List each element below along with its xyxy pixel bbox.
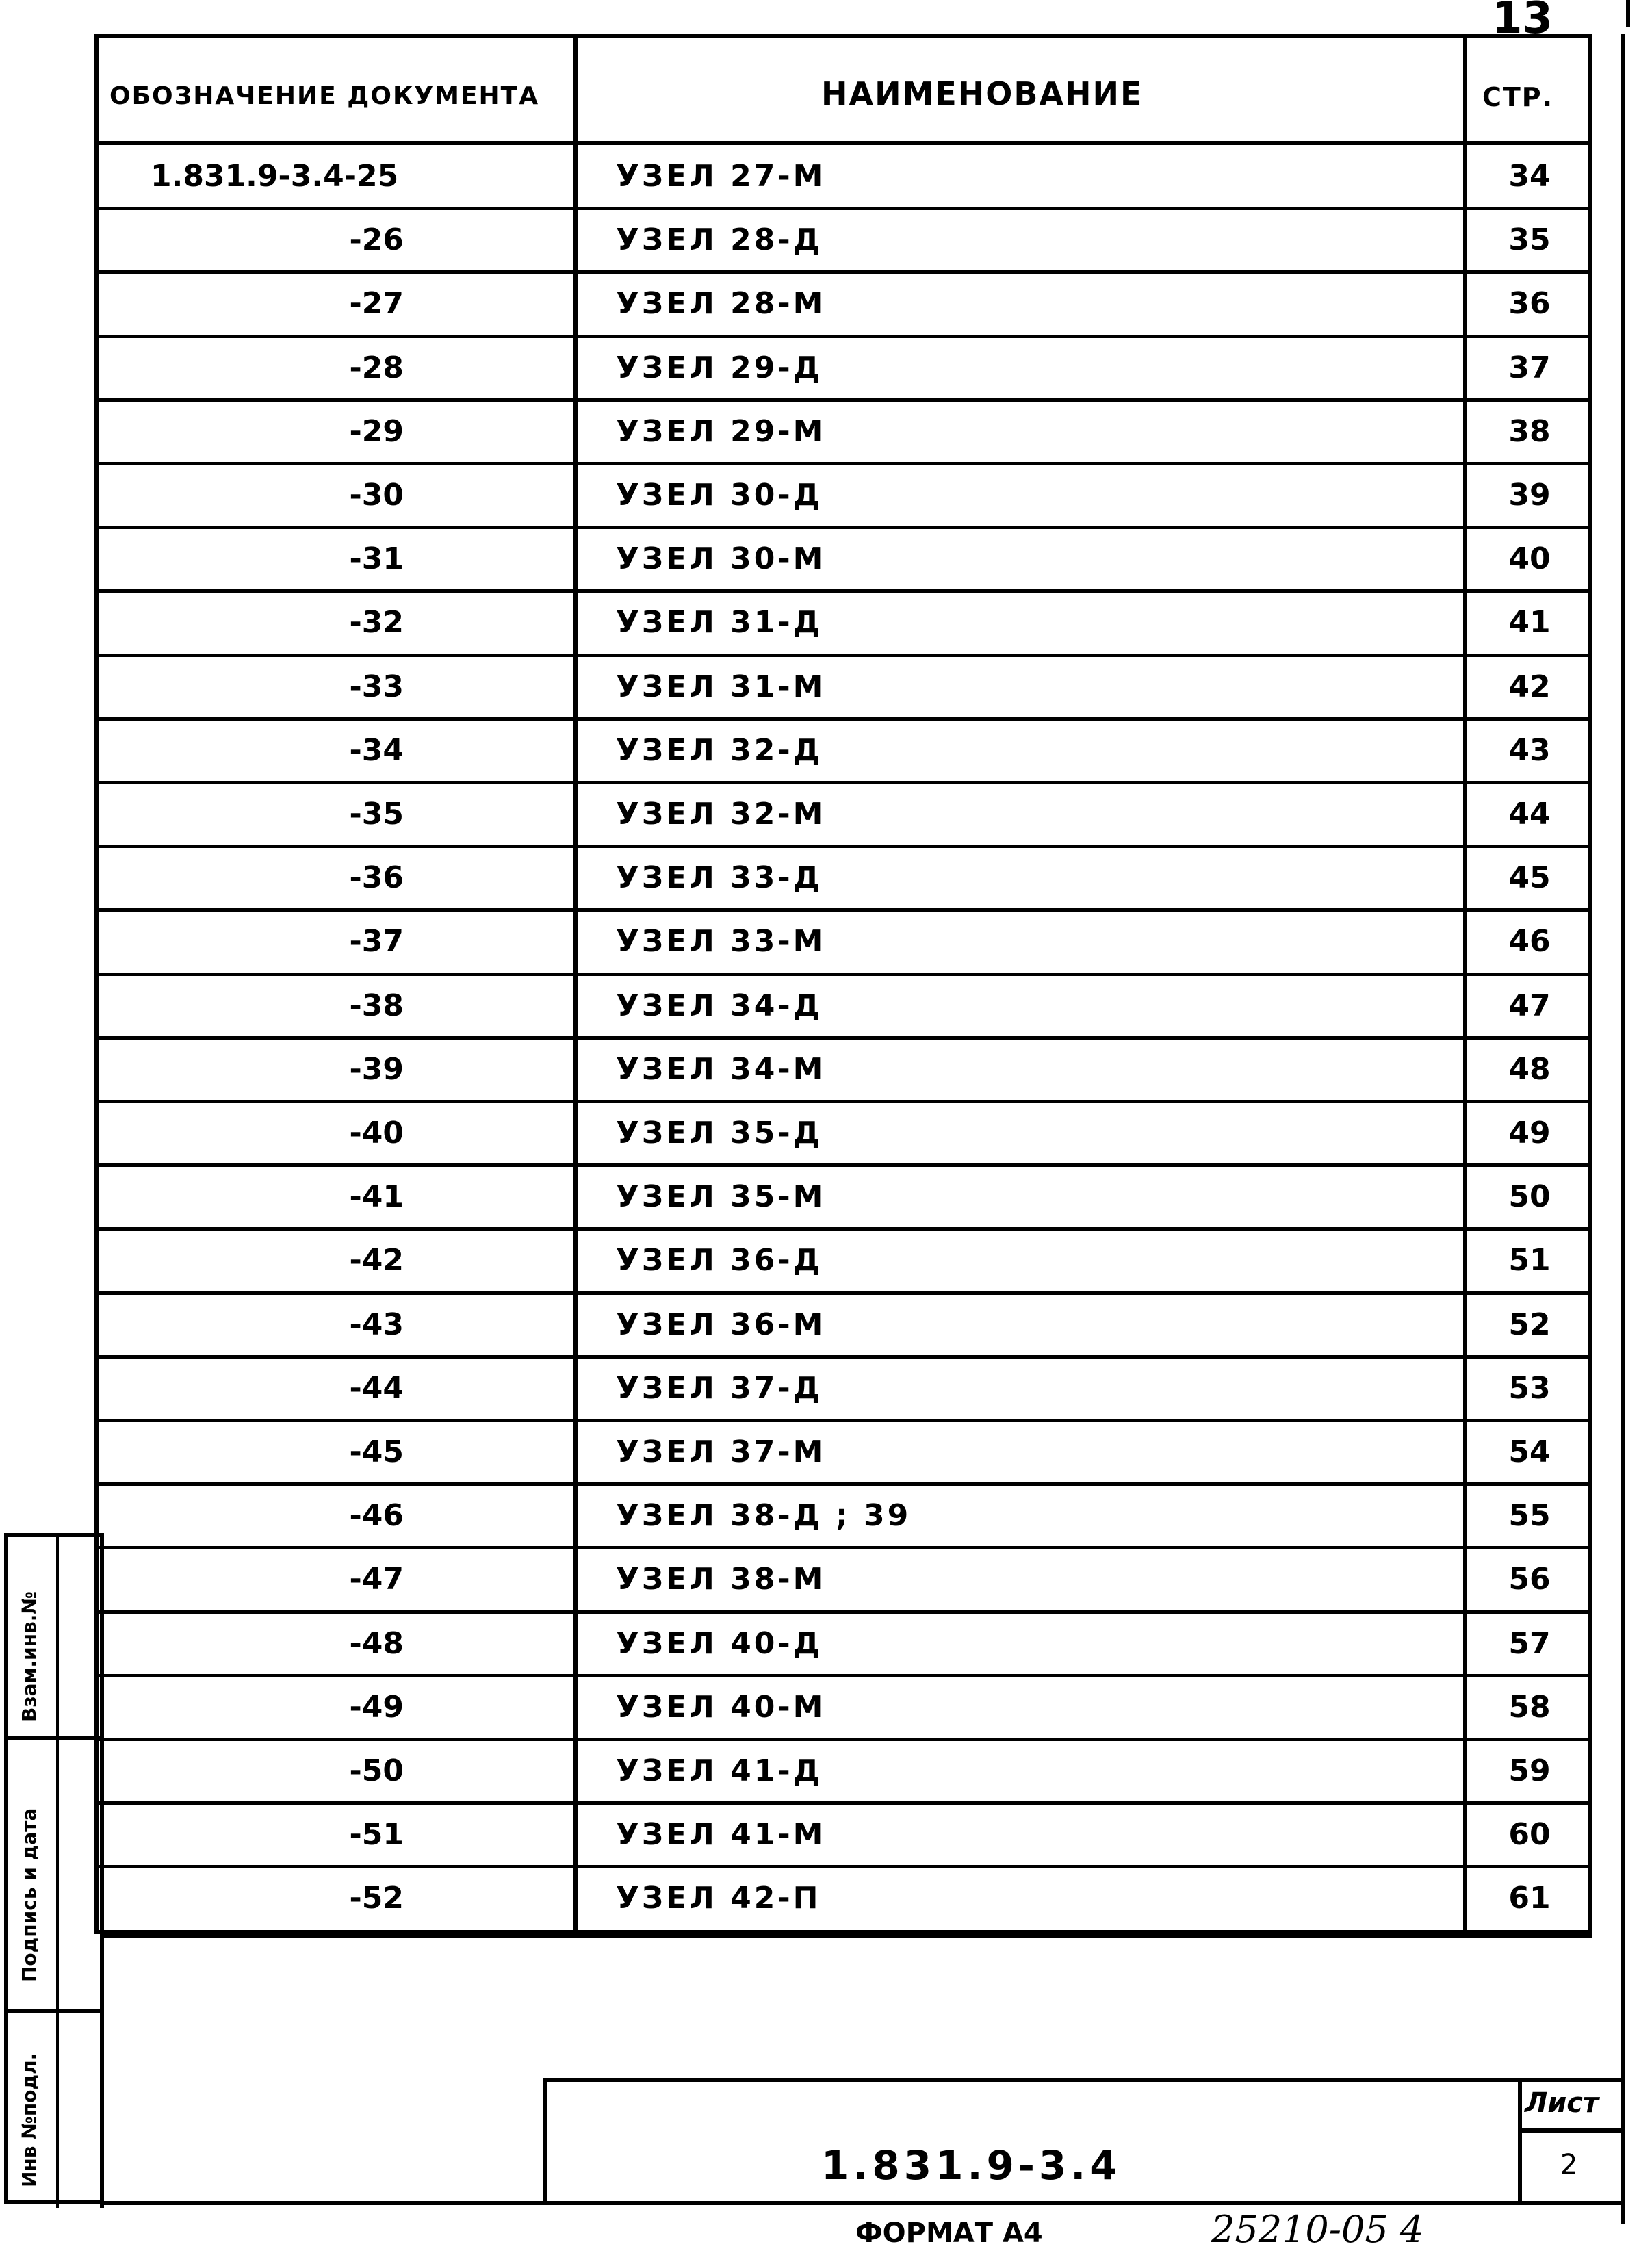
row-name: УЗЕЛ 41-Д bbox=[616, 1753, 823, 1788]
row-designation: -28 bbox=[349, 350, 404, 385]
row-divider bbox=[94, 270, 1592, 274]
row-designation: -42 bbox=[349, 1243, 404, 1278]
title-block-sheet-hline bbox=[1518, 2128, 1625, 2133]
row-designation: -52 bbox=[349, 1881, 404, 1916]
row-page: 36 bbox=[1508, 286, 1551, 322]
row-page: 38 bbox=[1508, 413, 1551, 449]
row-divider bbox=[94, 1801, 1592, 1805]
row-name: УЗЕЛ 31-Д bbox=[616, 605, 823, 641]
row-name: УЗЕЛ 29-М bbox=[616, 413, 826, 449]
row-name: УЗЕЛ 32-Д bbox=[616, 732, 823, 768]
row-designation: -38 bbox=[349, 988, 404, 1023]
row-designation: -41 bbox=[349, 1179, 404, 1215]
row-divider bbox=[94, 1865, 1592, 1868]
right-margin-line bbox=[1621, 34, 1625, 2224]
bottom-left-line bbox=[100, 1934, 104, 2208]
row-name: УЗЕЛ 30-М bbox=[616, 541, 826, 577]
row-page: 56 bbox=[1508, 1562, 1551, 1597]
row-designation: -50 bbox=[349, 1753, 404, 1788]
row-page: 43 bbox=[1508, 732, 1551, 768]
row-name: УЗЕЛ 36-Д bbox=[616, 1243, 823, 1278]
row-page: 44 bbox=[1508, 797, 1551, 832]
row-name: УЗЕЛ 28-М bbox=[616, 286, 826, 322]
row-divider bbox=[94, 1227, 1592, 1231]
title-block-code: 1.831.9-3.4 bbox=[821, 2142, 1122, 2189]
table-bottom-line bbox=[103, 1934, 1592, 1938]
row-page: 57 bbox=[1508, 1625, 1551, 1661]
row-name: УЗЕЛ 33-Д bbox=[616, 860, 823, 896]
title-block-sheet-divider bbox=[1518, 2078, 1522, 2205]
row-designation: -44 bbox=[349, 1370, 404, 1406]
row-designation: -49 bbox=[349, 1689, 404, 1725]
row-name: УЗЕЛ 31-М bbox=[616, 669, 826, 704]
row-divider bbox=[94, 462, 1592, 465]
row-divider bbox=[94, 1419, 1592, 1422]
row-divider bbox=[94, 526, 1592, 529]
row-designation: 1.831.9-3.4-25 bbox=[151, 159, 399, 194]
row-page: 40 bbox=[1508, 541, 1551, 577]
row-name: УЗЕЛ 42-П bbox=[616, 1881, 821, 1916]
top-right-tick bbox=[1626, 0, 1630, 27]
row-page: 41 bbox=[1508, 605, 1551, 641]
row-designation: -51 bbox=[349, 1817, 404, 1853]
sheet-label: Лист bbox=[1525, 2087, 1599, 2119]
row-page: 60 bbox=[1508, 1817, 1551, 1853]
row-name: УЗЕЛ 40-М bbox=[616, 1689, 826, 1725]
row-page: 37 bbox=[1508, 350, 1551, 385]
row-designation: -40 bbox=[349, 1116, 404, 1150]
row-name: УЗЕЛ 32-М bbox=[616, 797, 826, 832]
header-page: СТР. bbox=[1482, 82, 1554, 112]
header-name: НАИМЕНОВАНИЕ bbox=[821, 75, 1144, 112]
row-designation: -33 bbox=[349, 669, 404, 704]
row-name: УЗЕЛ 35-Д bbox=[616, 1116, 823, 1150]
row-divider bbox=[94, 781, 1592, 784]
row-page: 53 bbox=[1508, 1370, 1551, 1406]
row-divider bbox=[94, 398, 1592, 402]
row-designation: -47 bbox=[349, 1562, 404, 1597]
row-designation: -32 bbox=[349, 605, 404, 641]
row-designation: -48 bbox=[349, 1625, 404, 1661]
format-label: ФОРМАТ А4 bbox=[855, 2217, 1043, 2249]
row-designation: -34 bbox=[349, 732, 404, 768]
row-designation: -31 bbox=[349, 541, 404, 577]
row-divider bbox=[94, 1546, 1592, 1549]
row-page: 34 bbox=[1508, 159, 1551, 194]
row-page: 51 bbox=[1508, 1243, 1551, 1278]
row-name: УЗЕЛ 40-Д bbox=[616, 1625, 823, 1661]
header-designation: ОБОЗНАЧЕНИЕ ДОКУМЕНТА bbox=[109, 82, 540, 110]
row-divider bbox=[94, 1100, 1592, 1103]
row-designation: -37 bbox=[349, 924, 404, 960]
row-divider bbox=[94, 1738, 1592, 1741]
row-designation: -36 bbox=[349, 860, 404, 896]
row-name: УЗЕЛ 28-Д bbox=[616, 222, 823, 258]
row-divider bbox=[94, 1610, 1592, 1614]
row-page: 58 bbox=[1508, 1689, 1551, 1725]
row-divider bbox=[94, 1482, 1592, 1486]
row-page: 35 bbox=[1508, 222, 1551, 258]
row-name: УЗЕЛ 37-Д bbox=[616, 1370, 823, 1406]
row-name: УЗЕЛ 38-М bbox=[616, 1562, 826, 1597]
row-page: 39 bbox=[1508, 478, 1551, 513]
row-page: 48 bbox=[1508, 1051, 1551, 1087]
column-divider-2 bbox=[1463, 34, 1467, 1934]
row-name: УЗЕЛ 41-М bbox=[616, 1817, 826, 1853]
side-label-inv-podl: Инв №подл. bbox=[18, 2052, 40, 2187]
side-label-podpis-data: Подпись и дата bbox=[18, 1807, 40, 1982]
side-stamp-strip bbox=[4, 1533, 104, 2204]
row-divider bbox=[94, 1291, 1592, 1295]
row-page: 55 bbox=[1508, 1498, 1551, 1534]
row-divider bbox=[94, 1036, 1592, 1040]
row-designation: -27 bbox=[349, 286, 404, 322]
row-divider bbox=[94, 589, 1592, 593]
row-divider bbox=[94, 973, 1592, 976]
row-page: 47 bbox=[1508, 988, 1551, 1023]
side-inner-line bbox=[56, 1537, 59, 2208]
row-name: УЗЕЛ 36-М bbox=[616, 1306, 826, 1342]
row-designation: -45 bbox=[349, 1434, 404, 1469]
row-name: УЗЕЛ 34-Д bbox=[616, 988, 823, 1023]
row-page: 52 bbox=[1508, 1306, 1551, 1342]
row-divider bbox=[94, 717, 1592, 721]
row-page: 42 bbox=[1508, 669, 1551, 704]
row-page: 61 bbox=[1508, 1881, 1551, 1916]
row-name: УЗЕЛ 33-М bbox=[616, 924, 826, 960]
row-page: 49 bbox=[1508, 1116, 1551, 1150]
side-label-vzam-inv: Взам.инв.№ bbox=[18, 1591, 40, 1722]
row-divider bbox=[94, 1355, 1592, 1359]
top-page-number: 13 bbox=[1492, 0, 1553, 44]
row-divider bbox=[94, 845, 1592, 848]
row-name: УЗЕЛ 37-М bbox=[616, 1434, 826, 1469]
row-divider bbox=[94, 1674, 1592, 1677]
row-name: УЗЕЛ 30-Д bbox=[616, 478, 823, 513]
sheet-number: 2 bbox=[1560, 2149, 1578, 2180]
row-name: УЗЕЛ 34-М bbox=[616, 1051, 826, 1087]
row-page: 46 bbox=[1508, 924, 1551, 960]
row-divider bbox=[94, 654, 1592, 657]
row-designation: -46 bbox=[349, 1498, 404, 1534]
row-designation: -35 bbox=[349, 797, 404, 832]
row-divider bbox=[94, 908, 1592, 912]
row-name: УЗЕЛ 27-М bbox=[616, 159, 826, 194]
row-page: 50 bbox=[1508, 1179, 1551, 1215]
row-divider bbox=[94, 1163, 1592, 1167]
handwritten-number: 25210-05 4 bbox=[1211, 2208, 1424, 2251]
row-name: УЗЕЛ 35-М bbox=[616, 1179, 826, 1215]
row-designation: -30 bbox=[349, 478, 404, 513]
row-divider bbox=[94, 335, 1592, 338]
row-name: УЗЕЛ 29-Д bbox=[616, 350, 823, 385]
row-designation: -26 bbox=[349, 222, 404, 258]
header-divider bbox=[94, 141, 1592, 145]
row-name: УЗЕЛ 38-Д ; 39 bbox=[616, 1498, 912, 1534]
row-designation: -29 bbox=[349, 413, 404, 449]
row-page: 45 bbox=[1508, 860, 1551, 896]
row-designation: -39 bbox=[349, 1051, 404, 1087]
column-divider-1 bbox=[573, 34, 578, 1934]
row-designation: -43 bbox=[349, 1306, 404, 1342]
row-page: 54 bbox=[1508, 1434, 1551, 1469]
row-page: 59 bbox=[1508, 1753, 1551, 1788]
row-divider bbox=[94, 207, 1592, 210]
